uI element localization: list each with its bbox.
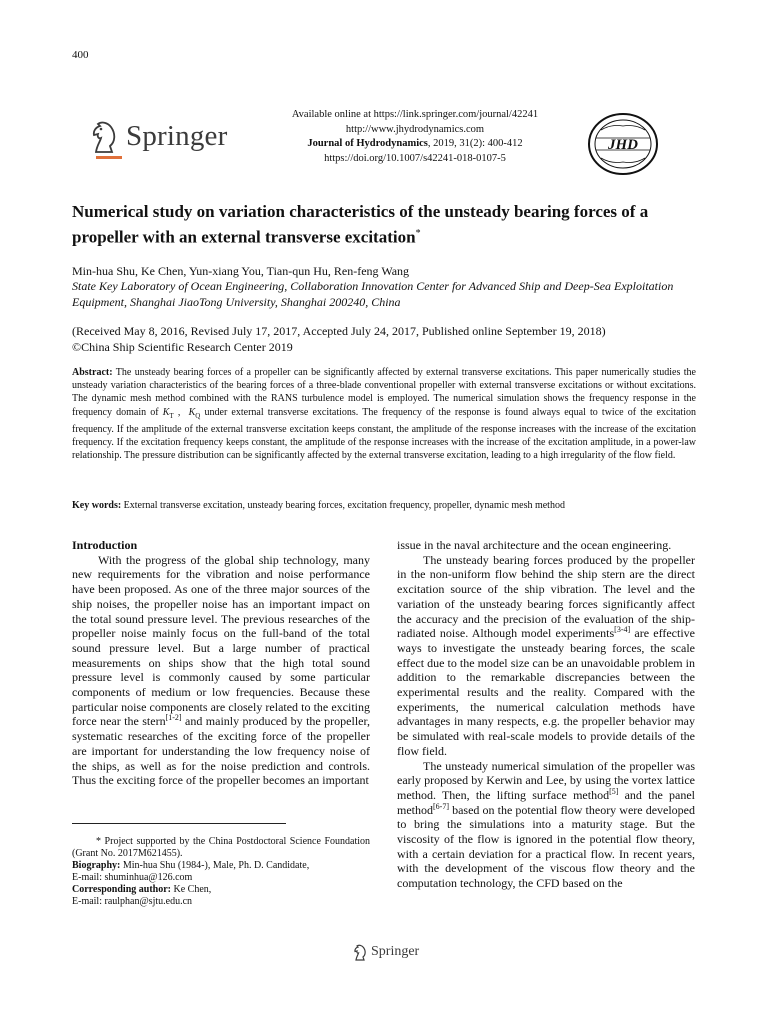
footer-wordmark: Springer bbox=[371, 944, 420, 959]
journal-masthead bbox=[255, 108, 575, 166]
seal-text: JHD bbox=[608, 137, 638, 153]
abstract-label: Abstract: bbox=[72, 367, 113, 378]
springer-knight-icon bbox=[352, 943, 368, 961]
springer-logo[interactable] bbox=[88, 118, 227, 154]
footnotes bbox=[72, 836, 370, 908]
body-paragraph bbox=[397, 759, 695, 891]
corresponding-text: Ke Chen, bbox=[171, 884, 212, 895]
journal-citation bbox=[255, 137, 575, 152]
springer-logo-underline bbox=[96, 156, 122, 159]
paragraph-text: The unsteady bearing forces produced by the propeller in the non-uniform flow behind the ship stern are the direct excitation source of the ship vibration. The level and the variation of the unsteady bearing forces significantly affect the accuracy and the precision of the evaluation of the ship-radiated noise. Although model experiments bbox=[397, 552, 695, 641]
keywords bbox=[72, 500, 696, 511]
journal-website-link[interactable]: http://www.jhydrodynamics.com bbox=[345, 123, 485, 135]
journal-issue: , 2019, 31(2): 400-412 bbox=[427, 138, 523, 149]
biography-email[interactable]: E-mail: shuminhua@126.com bbox=[72, 872, 193, 883]
author-list: Min-hua Shu, Ke Chen, Yun-xiang You, Tian-qun Hu, Ren-feng Wang bbox=[72, 264, 410, 278]
citation-ref[interactable]: [1-2] bbox=[165, 713, 182, 723]
biography bbox=[72, 860, 370, 872]
abstract-text-1: The unsteady bearing forces of a propeller can be significantly affected by external transverse excitations. This paper numerically studies the unsteady variation characteristics of the bearing forces of a three-blade conventional propeller with external transverse excitations or without excitations. The dynamic mesh method combined with the RANS turbulence model is employed. The numerical simulation shows the frequency response in the frequency domain of bbox=[72, 367, 696, 418]
availability-line[interactable]: Available online at https://link.springer.com/journal/42241 bbox=[291, 109, 539, 120]
jhd-seal-icon bbox=[587, 112, 659, 176]
body-paragraph bbox=[72, 553, 370, 788]
footnote-divider bbox=[72, 823, 286, 824]
keywords-text: External transverse excitation, unsteady bearing forces, excitation frequency, propeller, dynamic mesh method bbox=[121, 500, 565, 511]
paragraph-text: The unsteady numerical simulation of the propeller was early proposed by Kerwin and Lee, by using the vortex lattice method. Then, the lifting surface method bbox=[397, 758, 695, 802]
corresponding-email[interactable]: E-mail: raulphan@sjtu.edu.cn bbox=[72, 896, 193, 907]
body-column-right bbox=[397, 538, 695, 891]
symbol-kq-sub: Q bbox=[195, 411, 201, 420]
symbol-separator: , bbox=[173, 406, 189, 418]
symbol-kt-sub: T bbox=[169, 411, 174, 420]
abstract bbox=[72, 366, 696, 462]
symbol-kt: K bbox=[162, 406, 170, 418]
article-title bbox=[72, 201, 712, 249]
biography-label: Biography: bbox=[72, 860, 121, 871]
affiliation: State Key Laboratory of Ocean Engineering, Collaboration Innovation Center for Advanced Ship and Deep-Sea Exploitation Equipment, Shanghai JiaoTong University, Shanghai 200240, China bbox=[72, 279, 674, 309]
doi-link[interactable]: https://doi.org/10.1007/s42241-018-0107-5 bbox=[324, 152, 506, 164]
citation-ref[interactable]: [5] bbox=[609, 786, 619, 796]
body-paragraph: issue in the naval architecture and the ocean engineering. bbox=[397, 538, 672, 552]
paragraph-text: and mainly produced by the propeller, systematic researches of the exciting force of the propeller are important for understanding the low frequency noise of the ships, as well as for the noise prediction and controls. Thus the exciting force of the propeller becomes an important bbox=[72, 714, 371, 788]
body-column-left bbox=[72, 538, 370, 788]
paragraph-text: With the progress of the global ship technology, many new requirements for the vibration and noise performance have been proposed. As one of the three major sources of the ship noises, the propeller noise has an important impact on the total sound pressure level. The previous researches of the propeller noise mainly focus on the full-band of the total sound pressure level. But a large number of practical measurements on ships show that the high total sound pressure level is commonly caused by some particular components of medium or low frequencies. Because these particular noise components are closely related to the exciting force near the stern bbox=[72, 552, 370, 729]
biography-text: Min-hua Shu (1984-), Male, Ph. D. Candidate, bbox=[120, 860, 310, 871]
corresponding-author bbox=[72, 884, 370, 896]
section-heading: Introduction bbox=[72, 538, 138, 552]
body-paragraph bbox=[397, 553, 695, 759]
journal-name: Journal of Hydrodynamics bbox=[307, 138, 428, 149]
project-footnote: * Project supported by the China Postdoctoral Science Foundation (Grant No. 2017M621455). bbox=[72, 836, 370, 859]
jhd-seal bbox=[587, 112, 659, 181]
title-text: Numerical study on variation characteristics of the unsteady bearing forces of a propeller with an external transverse excitation bbox=[72, 202, 649, 247]
received-dates: (Received May 8, 2016, Revised July 17, 2017, Accepted July 24, 2017, Published online September 19, 2018) bbox=[72, 324, 606, 338]
paragraph-text: based on the potential flow theory were developed to bring the simulations into a maturity stage. But the viscosity of the flow is ignored in the potential flow theory, with a certain deviation for a practical flow. In recent years, with the development of the viscous flow theory and the computation technology, the CFD based on the bbox=[397, 802, 695, 891]
page-number: 400 bbox=[72, 49, 89, 61]
corresponding-label: Corresponding author: bbox=[72, 884, 171, 895]
copyright: ©China Ship Scientific Research Center 2019 bbox=[72, 339, 293, 354]
paragraph-text: and the panel method bbox=[397, 787, 695, 817]
citation-ref[interactable]: [6-7] bbox=[433, 801, 449, 811]
springer-knight-icon bbox=[88, 118, 120, 154]
symbol-kq: K bbox=[188, 406, 196, 418]
footer-springer-logo[interactable] bbox=[352, 943, 419, 961]
title-footnote-mark: * bbox=[415, 228, 421, 239]
springer-wordmark: Springer bbox=[126, 119, 228, 152]
paragraph-text: are effective ways to investigate the unsteady bearing forces, the scale effect due to the model size can be an unavoidable problem in addition to the remarkable discrepancies between the experimental results and the reality. Compared with the experiments, the numerical calculation methods have advantages in many respects, e.g. the propeller behavior may be simulated with real-scale models to provide details of the flow field. bbox=[397, 626, 695, 758]
publication-dates bbox=[72, 324, 702, 355]
abstract-text-2: under external transverse excitations. The frequency of the response is found always equal to twice of the excitation frequency. If the amplitude of the external transverse excitation keeps constant, the amplitude of the response increases with the increase of the excitation frequency. If the excitation frequency keeps constant, the amplitude of the response increases with the increase of the excitation amplitude, in a power-law relationship. The pressure distribution can be significantly affected by the external transverse excitation, leading to a high irregularity of the flow field. bbox=[72, 406, 696, 462]
keywords-label: Key words: bbox=[72, 500, 122, 511]
citation-ref[interactable]: [3-4] bbox=[614, 625, 631, 635]
